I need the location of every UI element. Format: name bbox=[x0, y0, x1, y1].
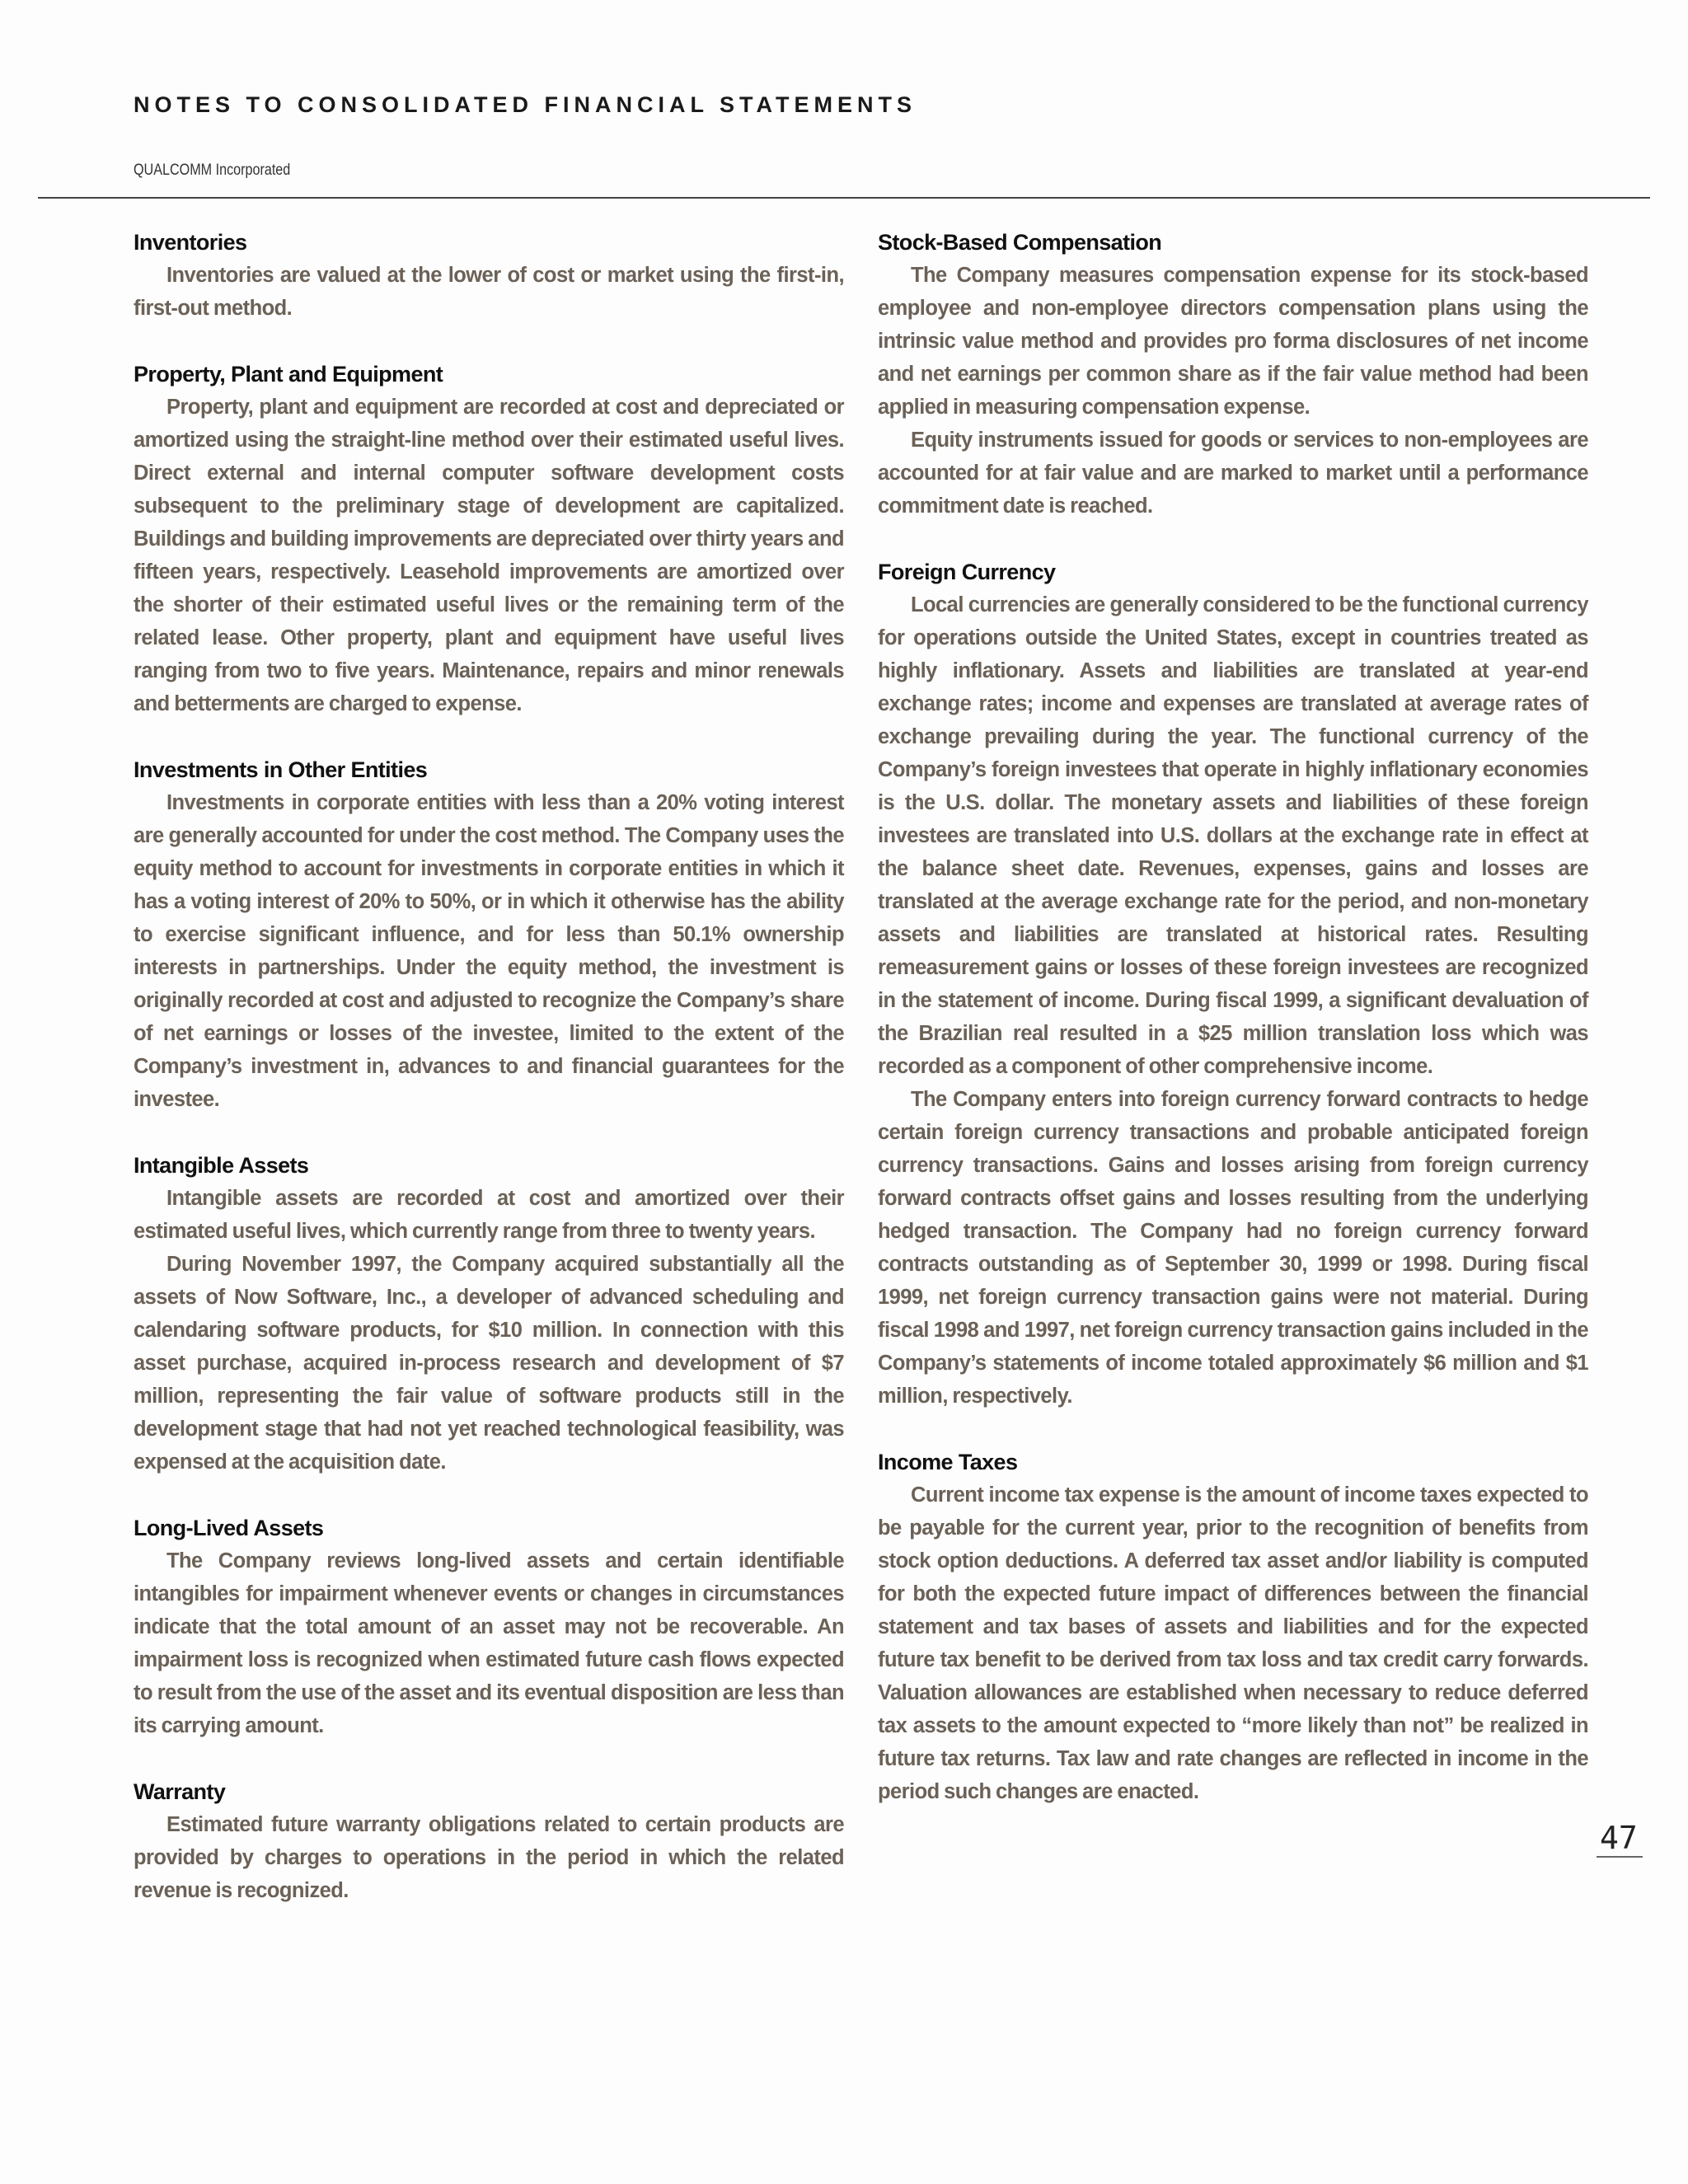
section-intangible-assets bbox=[134, 1149, 844, 1479]
section-heading: Warranty bbox=[134, 1779, 226, 1804]
section-heading: Inventories bbox=[134, 230, 247, 255]
section-property-plant-equipment bbox=[134, 358, 844, 720]
section-paragraph: Estimated future warranty obligations related to certain products are provided by charges to operations in the period in which the related revenue is recognized. bbox=[134, 1813, 844, 1902]
section-paragraph: Local currencies are generally considered to be the functional currency for operations outside the United States, except in countries treated as highly inflationary. Assets and liabilities are translated at year-end exchange rates; income and expenses are translated at average rates of exchange prevailing during the year. The functional currency of the Company’s foreign investees that operate in highly inflationary economies is the U.S. dollar. The monetary assets and liabilities of these foreign investees are translated into U.S. dollars at the exchange rate in effect at the balance sheet date. Revenues, expenses, gains and losses are translated at the average exchange rate for the period, and non-monetary assets and liabilities are translated at historical rates. Resulting remeasurement gains or losses of these foreign investees are recognized in the statement of income. During fiscal 1999, a significant devaluation of the Brazilian real resulted in a $25 million translation loss which was recorded as a component of other comprehensive income. bbox=[878, 593, 1588, 1078]
section-investments-other-entities bbox=[134, 753, 844, 1116]
section-warranty bbox=[134, 1775, 844, 1907]
section-paragraph: The Company measures compensation expense for its stock-based employee and non-employee directors compensation plans using the intrinsic value method and provides pro forma disclosures of net income and net earnings per common share as if the fair value method had been applied in measuring compensation expense. bbox=[878, 264, 1588, 419]
section-long-lived-assets bbox=[134, 1511, 844, 1742]
section-foreign-currency bbox=[878, 555, 1588, 1413]
section-heading: Income Taxes bbox=[878, 1450, 1018, 1474]
section-income-taxes bbox=[878, 1446, 1588, 1808]
section-paragraph: During November 1997, the Company acquired substantially all the assets of Now Software, Inc., a developer of advanced scheduling and calendaring software products, for $10 million. In connection with this asset purchase, acquired in-process research and development of $7 million, representing the fair value of software products still in the development stage that had not yet reached technological feasibility, was expensed at the acquisition date. bbox=[134, 1253, 844, 1474]
company-name: QUALCOMM Incorporated bbox=[134, 162, 291, 179]
section-heading: Stock-Based Compensation bbox=[878, 230, 1162, 255]
page-number: 47 bbox=[1597, 1820, 1643, 1858]
section-stock-based-compensation bbox=[878, 226, 1588, 523]
section-paragraph: Inventories are valued at the lower of cost or market using the first-in, first-out method. bbox=[134, 264, 844, 320]
right-column bbox=[878, 226, 1588, 1841]
page-title: NOTES TO CONSOLIDATED FINANCIAL STATEMENTS bbox=[134, 92, 917, 117]
section-paragraph: Investments in corporate entities with less than a 20% voting interest are generally accounted for under the cost method. The Company uses the equity method to account for investments in corporate entities in which it has a voting interest of 20% to 50%, or in which it otherwise has the ability to exercise significant influence, and for less than 50.1% ownership interests in partnerships. Under the equity method, the investment is originally recorded at cost and adjusted to recognize the Company’s share of net earnings or losses of the investee, limited to the extent of the Company’s investment in, advances to and financial guarantees for the investee. bbox=[134, 791, 844, 1111]
section-paragraph: Property, plant and equipment are recorded at cost and depreciated or amortized using the straight-line method over their estimated useful lives. Direct external and internal computer software development costs subsequent to the preliminary stage of development are capitalized. Buildings and building improvements are depreciated over thirty years and fifteen years, respectively. Leasehold improvements are amortized over the shorter of their estimated useful lives or the remaining term of the related lease. Other property, plant and equipment have useful lives ranging from two to five years. Maintenance, repairs and minor renewals and betterments are charged to expense. bbox=[134, 396, 844, 715]
left-column bbox=[134, 226, 844, 1940]
header-divider bbox=[38, 197, 1650, 199]
section-heading: Property, Plant and Equipment bbox=[134, 362, 443, 387]
section-paragraph: The Company reviews long-lived assets and certain identifiable intangibles for impairment whenever events or changes in circumstances indicate that the total amount of an asset may not be recoverable. An impairment loss is recognized when estimated future cash flows expected to result from the use of the asset and its eventual disposition are less than its carrying amount. bbox=[134, 1549, 844, 1737]
section-paragraph: Intangible assets are recorded at cost and amortized over their estimated useful lives, which currently range from three to twenty years. bbox=[134, 1187, 844, 1243]
section-heading: Foreign Currency bbox=[878, 560, 1056, 584]
section-paragraph: Equity instruments issued for goods or services to non-employees are accounted for at fair value and are marked to market until a performance commitment date is reached. bbox=[878, 429, 1588, 518]
section-paragraph: The Company enters into foreign currency forward contracts to hedge certain foreign currency transactions and probable anticipated foreign currency transactions. Gains and losses arising from foreign currency forward contracts offset gains and losses resulting from the underlying hedged transaction. The Company had no foreign currency forward contracts outstanding as of September 30, 1999 or 1998. During fiscal 1999, net foreign currency transaction gains were not material. During fiscal 1998 and 1997, net foreign currency transaction gains included in the Company’s statements of income totaled approximately $6 million and $1 million, respectively. bbox=[878, 1088, 1588, 1408]
section-heading: Intangible Assets bbox=[134, 1153, 309, 1178]
section-paragraph: Current income tax expense is the amount of income taxes expected to be payable for the current year, prior to the recognition of benefits from stock option deductions. A deferred tax asset and/or liability is computed for both the expected future impact of differences between the financial statement and tax bases of assets and liabilities and for the expected future tax benefit to be derived from tax loss and tax credit carry forwards. Valuation allowances are established when necessary to reduce deferred tax assets to the amount expected to “more likely than not” be realized in future tax returns. Tax law and rate changes are reflected in income in the period such changes are enacted. bbox=[878, 1483, 1588, 1803]
section-inventories bbox=[134, 226, 844, 325]
section-heading: Long-Lived Assets bbox=[134, 1516, 324, 1540]
section-heading: Investments in Other Entities bbox=[134, 757, 428, 782]
